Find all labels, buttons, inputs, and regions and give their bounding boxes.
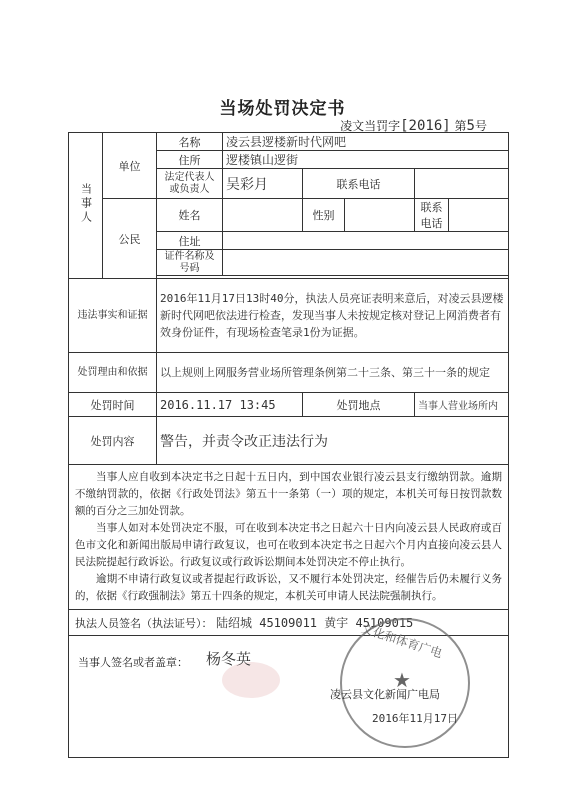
citizen-address-value xyxy=(223,232,509,250)
place-label: 处罚地点 xyxy=(303,393,415,417)
basis-value: 以上规则上网服务营业场所管理条例第二十三条、第三十一条的规定 xyxy=(157,353,509,393)
facts-value: 2016年11月17日13时40分，执法人员亮证表明来意后，对凌云县逻楼新时代网吧依法进行检查，发现当事人未按规定核对登记上网消费者有效身份证件，有现场检查笔录1份为证据。 xyxy=(157,279,509,353)
docno-prefix: 凌文当罚字 xyxy=(340,119,401,133)
citizen-id-value xyxy=(223,250,509,276)
unit-name-value: 凌云县逻楼新时代网吧 xyxy=(223,133,509,151)
citizen-gender-label: 性别 xyxy=(303,199,345,232)
party-signature-label: 当事人签名或者盖章： xyxy=(78,656,188,669)
unit-phone-value xyxy=(415,169,509,199)
place-value: 当事人营业场所内 xyxy=(415,393,509,417)
unit-address-label: 住所 xyxy=(157,151,223,169)
citizen-name-label: 姓名 xyxy=(157,199,223,232)
notice-paragraph-2: 当事人如对本处罚决定不服，可在收到本决定书之日起六十日内向凌云县人民政府或百色市文化和新闻出版局申请行政复议，也可在收到本决定书之日起六个月内直接向凌云县人民法院提起行政诉讼。行政复议或行政诉讼期间本处罚决定不停止执行。 xyxy=(75,522,503,568)
officer-signature-label: 执法人员签名（执法证号）： xyxy=(75,617,213,630)
unit-address-value: 逻楼镇山逻街 xyxy=(223,151,509,169)
time-value: 2016.11.17 13:45 xyxy=(157,393,303,417)
citizen-phone-value xyxy=(449,199,509,232)
unit-name-label: 名称 xyxy=(157,133,223,151)
docno-mid: 第 xyxy=(454,119,467,133)
citizen-id-label: 证件名称及号码 xyxy=(157,250,223,276)
content-label: 处罚内容 xyxy=(69,417,157,465)
notice-paragraph-1: 当事人应自收到本决定书之日起十五日内，到中国农业银行凌云县支行缴纳罚款。逾期不缴纳罚款的，依据《行政处罚法》第五十一条第（一）项的规定，本机关可每日按罚款数额的百分之三加处罚款。 xyxy=(75,471,503,517)
citizen-name-value xyxy=(223,199,303,232)
notice-cell xyxy=(69,465,509,610)
citizen-gender-value xyxy=(345,199,415,232)
facts-label: 违法事实和证据 xyxy=(69,279,157,353)
unit-rep-value: 吴彩月 xyxy=(223,169,303,199)
unit-phone-label: 联系电话 xyxy=(303,169,415,199)
time-label: 处罚时间 xyxy=(69,393,157,417)
document-title: 当场处罚决定书 xyxy=(219,99,346,119)
docno-num: 5 xyxy=(466,118,475,134)
party-signature-value: 杨冬英 xyxy=(206,650,252,668)
notice-paragraph-3: 逾期不申请行政复议或者提起行政诉讼，又不履行本处罚决定，经催告后仍未履行义务的，依据《行政强制法》第五十四条的规定，本机关可申请人民法院强制执行。 xyxy=(75,573,503,602)
citizen-address-label: 住址 xyxy=(157,232,223,250)
seal-star-icon: ★ xyxy=(393,668,411,692)
officer-signature-value: 陆绍城 45109011 黄宇 45109015 xyxy=(216,616,414,630)
issuing-organization: 凌云县文化新闻广电局 xyxy=(330,688,440,701)
seal-text: 文化和体育广电 xyxy=(359,621,444,661)
citizen-label: 公民 xyxy=(103,199,157,279)
unit-label: 单位 xyxy=(103,133,157,199)
issue-date: 2016年11月17日 xyxy=(372,712,458,725)
unit-rep-label: 法定代表人或负责人 xyxy=(157,169,223,199)
party-label: 当事人 xyxy=(79,183,93,225)
docno-year: [2016] xyxy=(400,118,451,134)
party-label-cell xyxy=(69,133,103,279)
citizen-phone-label: 联系电话 xyxy=(415,199,449,232)
content-value: 警告，并责令改正违法行为 xyxy=(157,417,509,465)
docno-suffix: 号 xyxy=(474,119,487,133)
basis-label: 处罚理由和依据 xyxy=(69,353,157,393)
